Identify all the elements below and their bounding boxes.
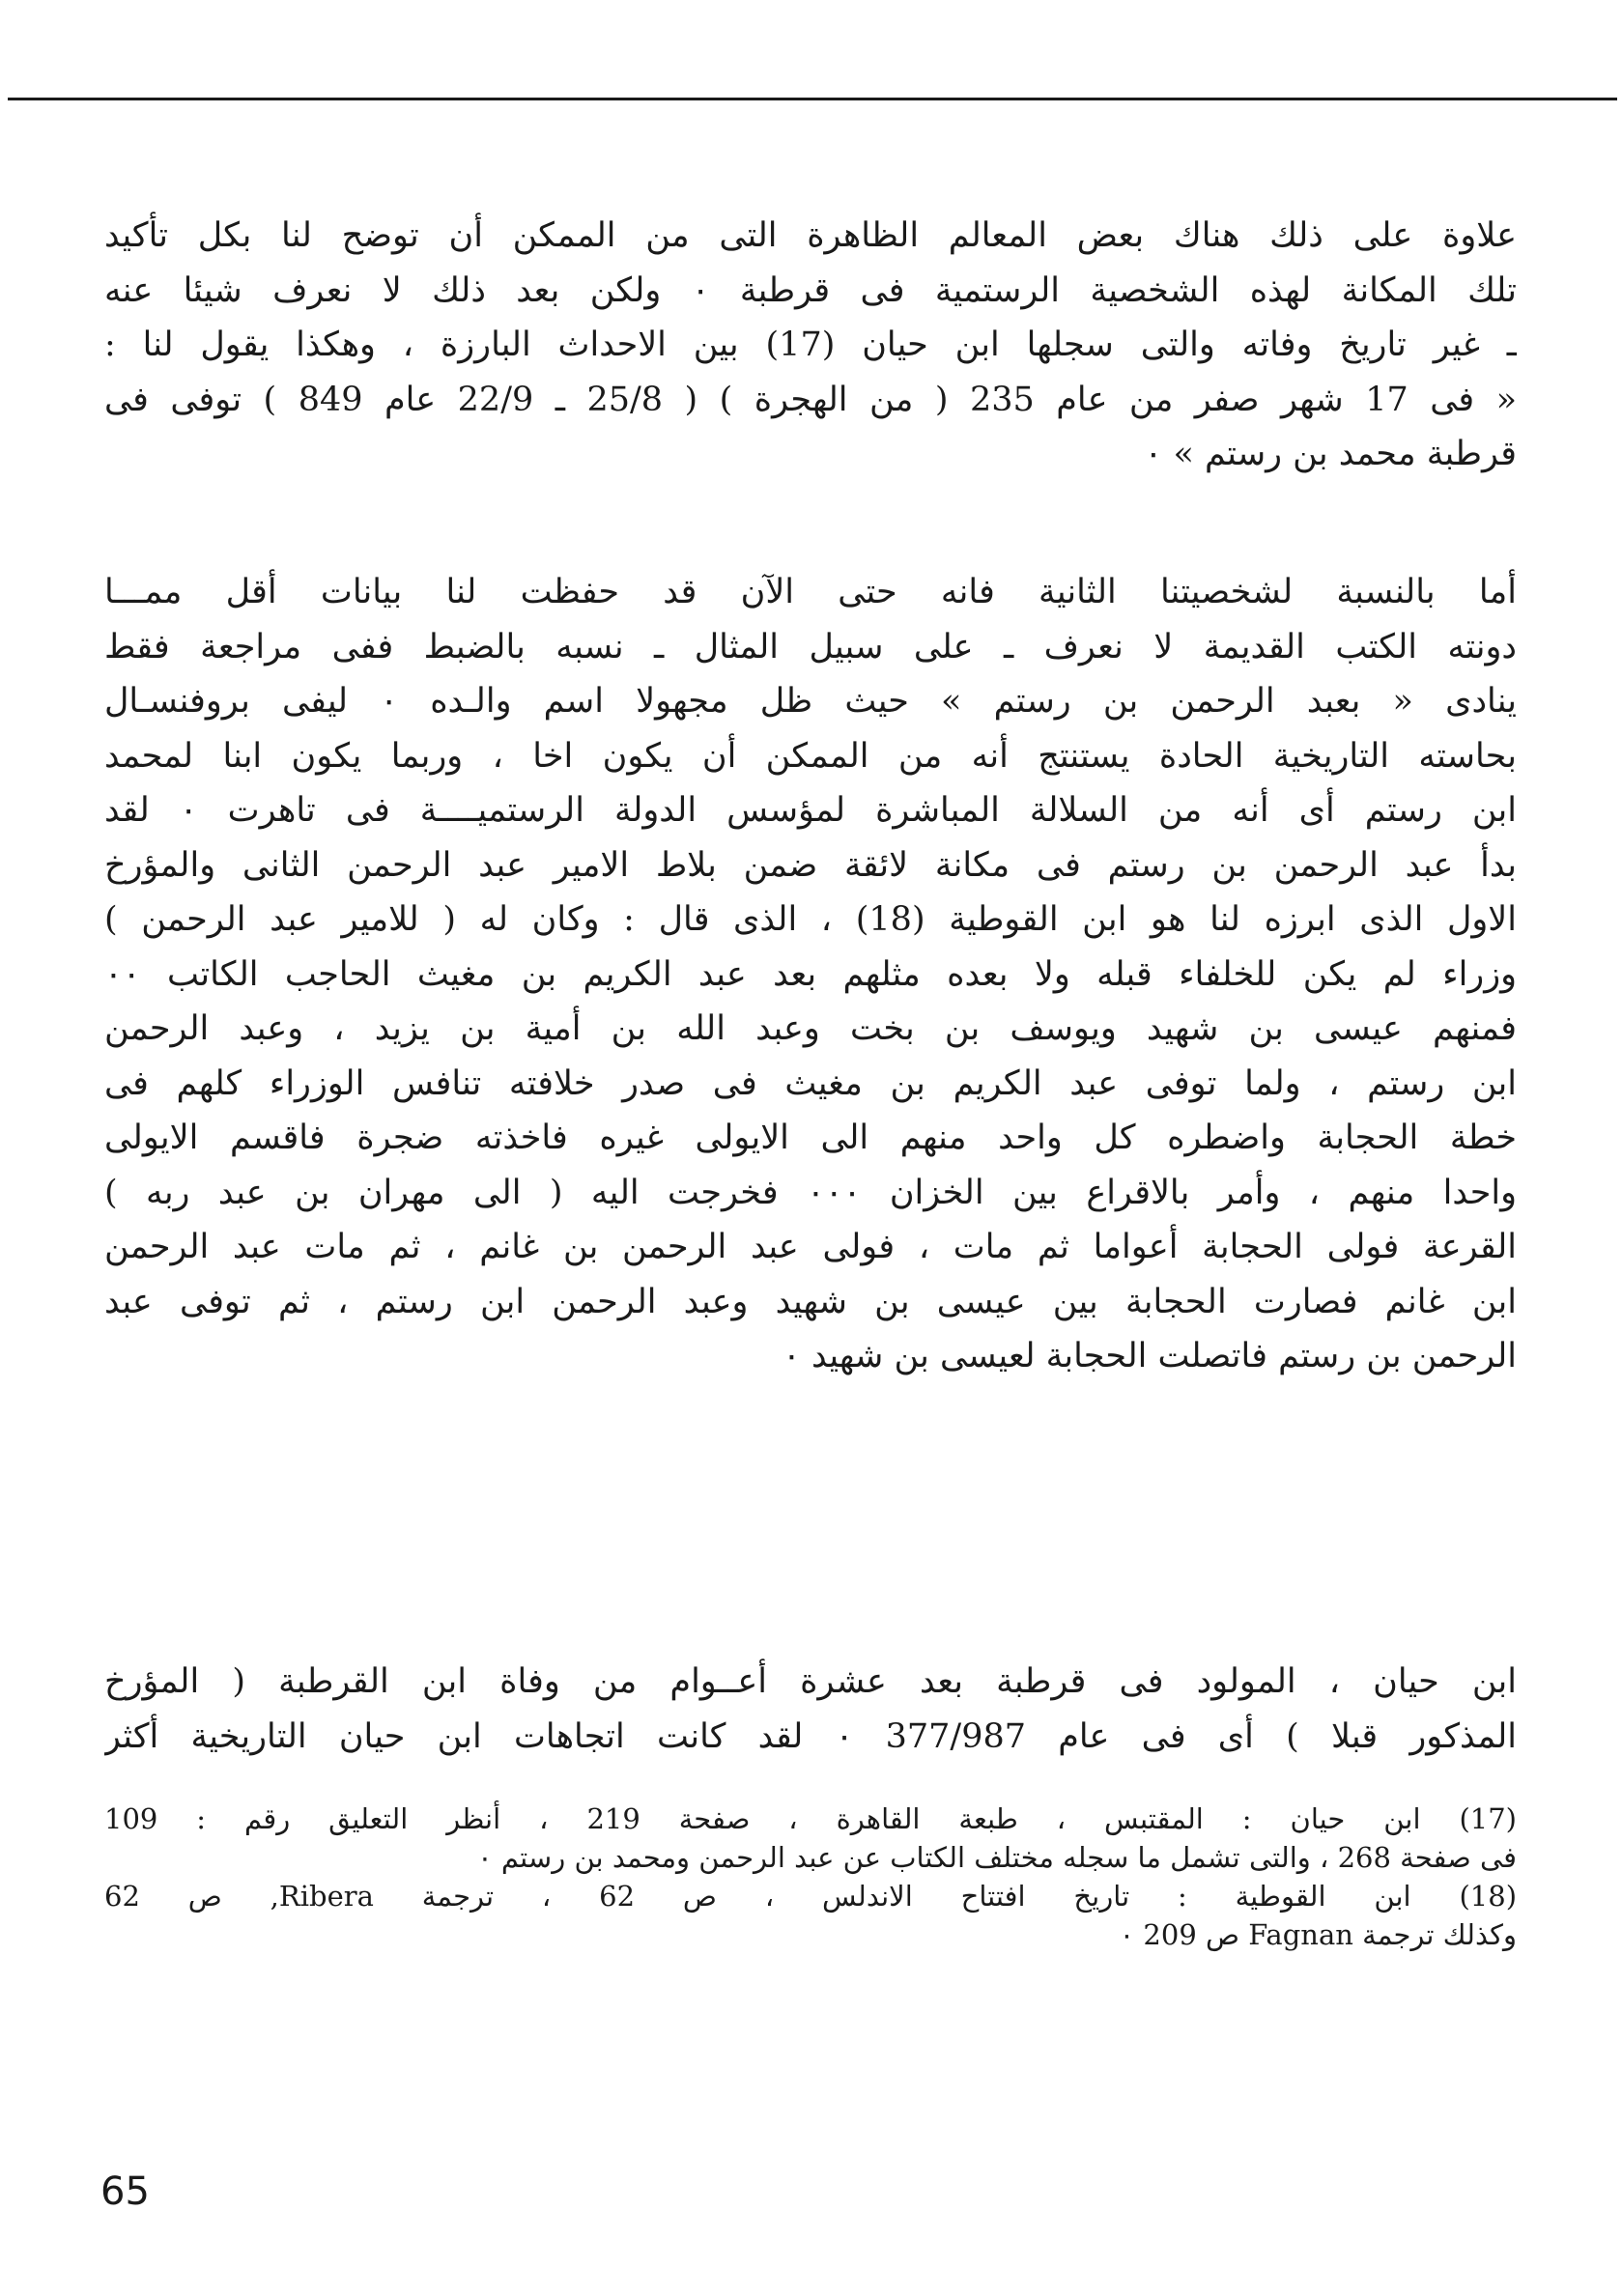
footnote-line: فى صفحة 268 ، والتى تشمل ما سجله مختلف الكتاب عن عبد الرحمن ومحمد بن رستم ٠ xyxy=(477,1841,1517,1874)
text-line: فمنهم عيسى بن شهيد ويوسف بن بخت وعبد الله بن أمية بن يزيد ، وعبد الرحمن xyxy=(104,1009,1517,1048)
text-line: الاول الذى ابرزه لنا هو ابن القوطية (18) ، الذى قال : وكان له ( للامير عبد الرحمن ) xyxy=(104,900,1517,939)
text-line: بحاسته التاريخية الحادة يستنتج أنه من الممكن أن يكون اخا ، وربما يكون ابنا لمحمد xyxy=(104,736,1517,776)
text-line: أما بالنسبة لشخصيتنا الثانية فانه حتى الآن قد حفظت لنا بيانات أقل ممـــا xyxy=(104,573,1517,611)
text-line: خطة الحجابة واضطره كل واحد منهم الى الايولى غيره فاخذته ضجرة فاقسم الايولى xyxy=(104,1119,1517,1157)
text-line: دونته الكتب القديمة لا نعرف ـ على سبيل المثال ـ نسبه بالضبط ففى مراجعة فقط xyxy=(104,627,1517,666)
text-line: وزراء لم يكن للخلفاء قبله ولا بعده مثلهم بعد عبد الكريم بن مغيث الحاجب الكاتب ٠٠ xyxy=(104,954,1517,994)
footnotes xyxy=(104,1800,1517,1954)
text-line: ينادى « بعبد الرحمن بن رستم » حيث ظل مجهولا اسم والـده ٠ ليفى بروفنسـال xyxy=(104,682,1517,721)
text-line: علاوة على ذلك هناك بعض المعالم الظاهرة التى من الممكن أن توضح لنا بكل تأكيد xyxy=(104,216,1517,255)
paragraph-1 xyxy=(104,209,1517,482)
footnote-line: (17) ابن حيان : المقتبس ، طبعة القاهرة ، صفحة 219 ، أنظر التعليق رقم : 109 xyxy=(104,1802,1517,1835)
top-rule xyxy=(8,98,1617,100)
paragraph-2 xyxy=(104,565,1517,1384)
text-line: ابن رستم أى أنه من السلالة المباشرة لمؤسس الدولة الرستميــــة فى تاهرت ٠ لقد xyxy=(104,791,1517,830)
text-line: تلك المكانة لهذه الشخصية الرستمية فى قرطبة ٠ ولكن بعد ذلك لا نعرف شيئا عنه xyxy=(104,270,1517,310)
text-line: ابن رستم ، ولما توفى عبد الكريم بن مغيث فى صدر خلافته تنافس الوزراء كلهم فى xyxy=(104,1063,1517,1103)
text-line: قرطبة محمد بن رستم » ٠ xyxy=(1144,435,1517,473)
text-line: ابن غانم فصارت الحجابة بين عيسى بن شهيد وعبد الرحمن ابن رستم ، ثم توفى عبد xyxy=(104,1282,1517,1321)
text-line: بدأ عبد الرحمن بن رستم فى مكانة لائقة ضمن بلاط الامير عبد الرحمن الثانى والمؤرخ xyxy=(104,845,1517,885)
paragraph-3 xyxy=(104,1655,1517,1764)
text-line: واحدا منهم ، وأمر بالاقراع بين الخزان ٠٠٠ فخرجت اليه ( الى مهران بن عبد ربه ) xyxy=(104,1173,1517,1212)
footnote-line: (18) ابن القوطية : تاريخ افتتاح الاندلس ، ص 62 ، ترجمة Ribera, ص 62 xyxy=(104,1880,1517,1913)
text-line: ابن حيان ، المولود فى قرطبة بعد عشرة أعــوام من وفاة ابن القرطبة ( المؤرخ xyxy=(104,1662,1517,1701)
text-line: المذكور قبلا ) أى فى عام 377/987 ٠ لقد كانت اتجاهات ابن حيان التاريخية أكثر xyxy=(104,1716,1517,1756)
text-line: القرعة فولى الحجابة أعواما ثم مات ، فولى عبد الرحمن بن غانم ، ثم مات عبد الرحمن xyxy=(104,1228,1517,1266)
text-line: « فى 17 شهر صفر من عام 235 ( من الهجرة ) ( 25/8 ـ 22/9 عام 849 ) توفى فى xyxy=(104,380,1517,419)
footnote-line: وكذلك ترجمة Fagnan ص 209 ٠ xyxy=(1119,1918,1517,1951)
text-line: ـ غير تاريخ وفاته والتى سجلها ابن حيان (17) بين الاحداث البارزة ، وهكذا يقول لنا : xyxy=(104,326,1517,364)
page-number: 65 xyxy=(100,2169,150,2214)
text-line: الرحمن بن رستم فاتصلت الحجابة لعيسى بن شهيد ٠ xyxy=(783,1337,1517,1375)
